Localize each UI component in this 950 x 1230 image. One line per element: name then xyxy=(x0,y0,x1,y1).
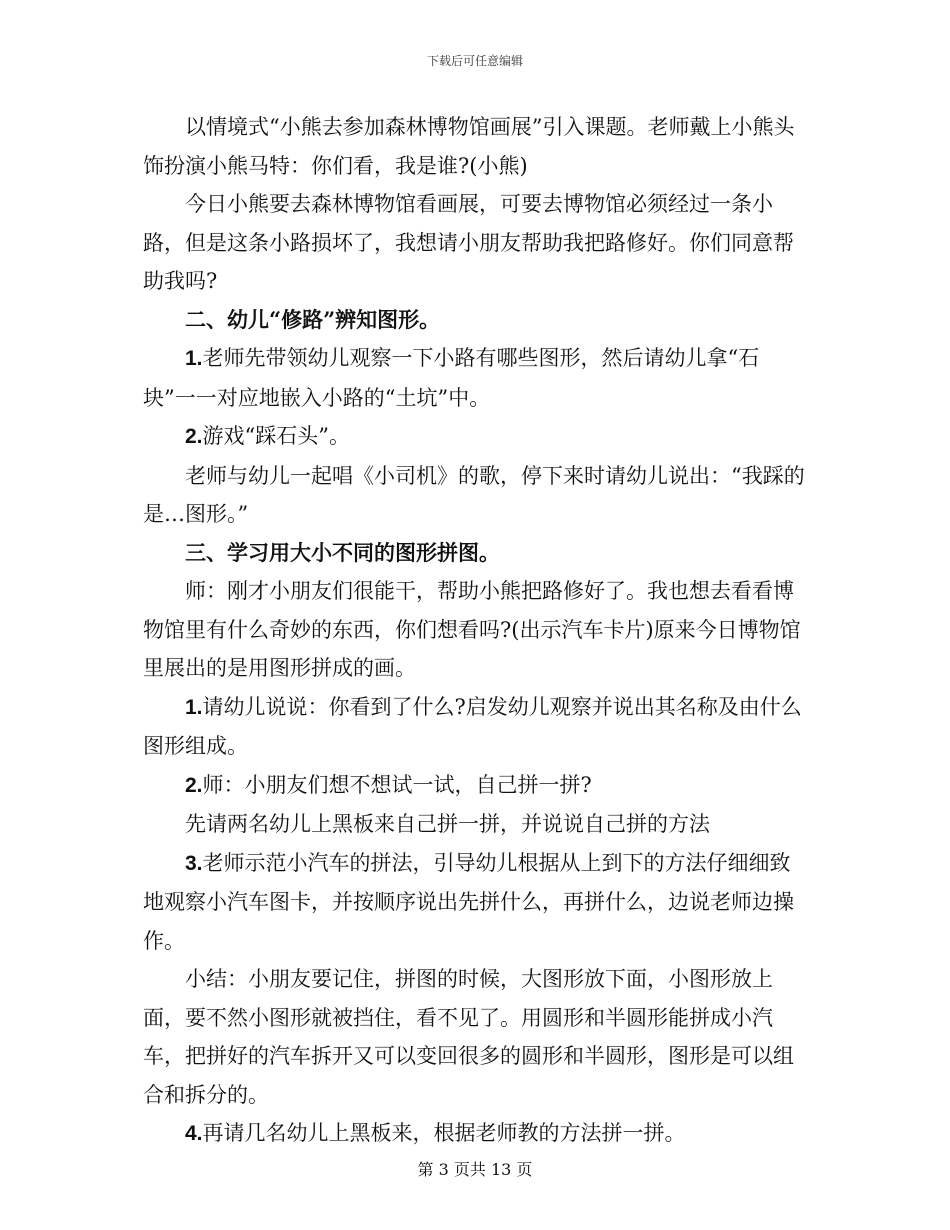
paragraph-teacher xyxy=(143,572,805,688)
list-number: 4. xyxy=(185,1122,203,1145)
document-body xyxy=(143,108,805,1154)
list-number: 1. xyxy=(185,347,203,370)
list-number: 3. xyxy=(185,851,203,875)
list-number: 1. xyxy=(185,695,203,719)
section-heading-2 xyxy=(143,301,805,340)
paragraph-summary xyxy=(143,960,805,1114)
paragraph-text: 小结：小朋友要记住，拼图的时候，大图形放下面，小图形放上面，要不然小图形就被挡住，看不见了。用圆形和半圆形能拼成小汽车，把拼好的汽车拆开又可以变回很多的圆形和半圆形，图形是可以组合和拆分的。 xyxy=(143,967,794,1107)
list-item-1 xyxy=(143,339,805,417)
list-text: 师：小朋友们想不想试一试，自己拼一拼? xyxy=(202,772,592,797)
list-text: 老师先带领幼儿观察一下小路有哪些图形，然后请幼儿拿“石块”一一对应地嵌入小路的“土坑”中。 xyxy=(143,346,760,410)
list-text: 再请几名幼儿上黑板来，根据老师教的方法拼一拼。 xyxy=(202,1121,686,1145)
list-text: 老师示范小汽车的拼法，引导幼儿根据从上到下的方法仔细细致地观察小汽车图卡，并按顺序说出先拼什么，再拼什么，边说老师边操作。 xyxy=(143,850,794,953)
paragraph-text: 老师与幼儿一起唱《小司机》的歌，停下来时请幼儿说出：“我踩的是…图形。” xyxy=(143,463,805,526)
paragraph-story xyxy=(143,185,805,301)
heading-text: 三、学习用大小不同的图形拼图。 xyxy=(185,539,500,565)
list-number: 2. xyxy=(185,425,203,448)
list-item-2 xyxy=(143,417,805,457)
list-item-3 xyxy=(143,844,805,961)
heading-text: 二、幼儿“修路”辨知图形。 xyxy=(185,306,441,332)
list-text: 请幼儿说说：你看到了什么?启发幼儿观察并说出其名称及由什么图形组成。 xyxy=(143,694,802,758)
page-header-note: 下载后可任意编辑 xyxy=(426,54,523,68)
page-number-footer: 第 3 页共 13 页 xyxy=(417,1160,533,1179)
paragraph-blackboard xyxy=(143,805,805,844)
paragraph-text: 先请两名幼儿上黑板来自己拼一拼，并说说自己拼的方法 xyxy=(185,812,710,836)
paragraph-song xyxy=(143,457,805,534)
paragraph-text: 今日小熊要去森林博物馆看画展，可要去博物馆必须经过一条小路，但是这条小路损坏了，我想请小朋友帮助我把路修好。你们同意帮助我吗? xyxy=(143,192,794,293)
paragraph-text: 师：刚才小朋友们很能干，帮助小熊把路修好了。我也想去看看博物馆里有什么奇妙的东西，你们想看吗?(出示汽车卡片)原来今日博物馆里展出的是用图形拼成的画。 xyxy=(143,579,801,680)
section-heading-3 xyxy=(143,534,805,573)
list-item-4 xyxy=(143,1114,805,1154)
list-item-2 xyxy=(143,766,805,806)
list-text: 游戏“踩石头”。 xyxy=(202,424,350,448)
list-item-1 xyxy=(143,688,805,766)
list-number: 2. xyxy=(185,773,203,797)
paragraph-text: 以情境式“小熊去参加森林博物馆画展”引入课题。老师戴上小熊头饰扮演小熊马特：你们看，我是谁?(小熊) xyxy=(143,115,795,178)
paragraph-intro xyxy=(143,108,805,185)
